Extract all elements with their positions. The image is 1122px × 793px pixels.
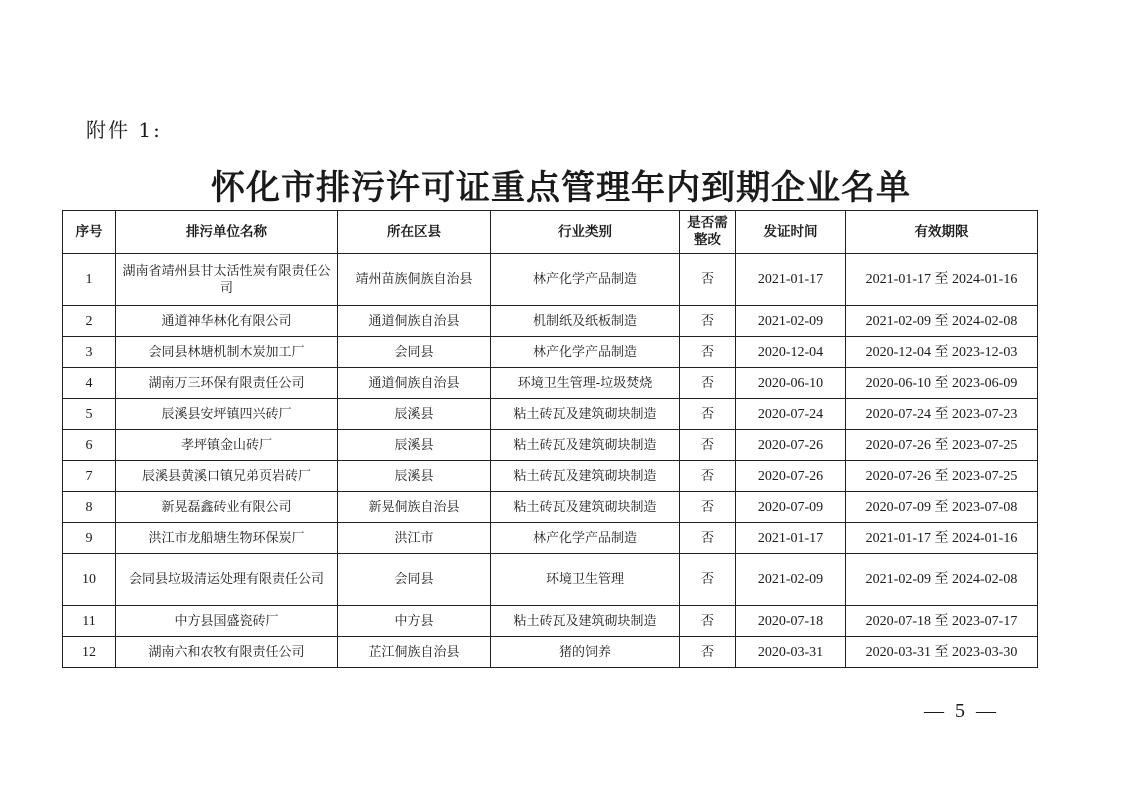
cell-district: 洪江市 bbox=[338, 523, 491, 554]
cell-issue-date: 2020-07-26 bbox=[736, 430, 846, 461]
cell-district: 会同县 bbox=[338, 554, 491, 606]
cell-industry: 粘土砖瓦及建筑砌块制造 bbox=[491, 461, 680, 492]
cell-rectify: 否 bbox=[680, 492, 736, 523]
cell-industry: 环境卫生管理-垃圾焚烧 bbox=[491, 368, 680, 399]
cell-seq: 10 bbox=[63, 554, 116, 606]
cell-validity: 2021-01-17 至 2024-01-16 bbox=[846, 254, 1038, 306]
table-row bbox=[63, 637, 1038, 668]
cell-validity: 2020-03-31 至 2023-03-30 bbox=[846, 637, 1038, 668]
cell-seq: 9 bbox=[63, 523, 116, 554]
cell-issue-date: 2021-01-17 bbox=[736, 523, 846, 554]
header-seq: 序号 bbox=[63, 211, 116, 254]
table-row bbox=[63, 523, 1038, 554]
table-row bbox=[63, 606, 1038, 637]
cell-validity: 2020-12-04 至 2023-12-03 bbox=[846, 337, 1038, 368]
cell-rectify: 否 bbox=[680, 254, 736, 306]
cell-district: 通道侗族自治县 bbox=[338, 368, 491, 399]
cell-district: 辰溪县 bbox=[338, 430, 491, 461]
cell-seq: 6 bbox=[63, 430, 116, 461]
cell-industry: 机制纸及纸板制造 bbox=[491, 306, 680, 337]
cell-issue-date: 2020-06-10 bbox=[736, 368, 846, 399]
header-rectify-line1: 是否需 bbox=[687, 215, 728, 231]
cell-rectify: 否 bbox=[680, 637, 736, 668]
cell-industry: 粘土砖瓦及建筑砌块制造 bbox=[491, 399, 680, 430]
cell-issue-date: 2020-07-18 bbox=[736, 606, 846, 637]
cell-district: 中方县 bbox=[338, 606, 491, 637]
cell-rectify: 否 bbox=[680, 306, 736, 337]
table-row bbox=[63, 337, 1038, 368]
table-row bbox=[63, 254, 1038, 306]
cell-validity: 2021-01-17 至 2024-01-16 bbox=[846, 523, 1038, 554]
cell-issue-date: 2021-02-09 bbox=[736, 554, 846, 606]
attachment-label: 附件 1: bbox=[86, 118, 162, 142]
cell-issue-date: 2021-02-09 bbox=[736, 306, 846, 337]
cell-unit: 中方县国盛瓷砖厂 bbox=[116, 606, 338, 637]
header-unit: 排污单位名称 bbox=[116, 211, 338, 254]
cell-issue-date: 2021-01-17 bbox=[736, 254, 846, 306]
cell-district: 通道侗族自治县 bbox=[338, 306, 491, 337]
cell-industry: 粘土砖瓦及建筑砌块制造 bbox=[491, 430, 680, 461]
table-row bbox=[63, 430, 1038, 461]
cell-rectify: 否 bbox=[680, 430, 736, 461]
cell-district: 新晃侗族自治县 bbox=[338, 492, 491, 523]
table-row bbox=[63, 399, 1038, 430]
cell-industry: 粘土砖瓦及建筑砌块制造 bbox=[491, 492, 680, 523]
table-row bbox=[63, 492, 1038, 523]
table-row bbox=[63, 368, 1038, 399]
cell-unit: 会同县垃圾清运处理有限责任公司 bbox=[116, 554, 338, 606]
cell-industry: 猪的饲养 bbox=[491, 637, 680, 668]
enterprise-table bbox=[62, 210, 1038, 668]
header-validity: 有效期限 bbox=[846, 211, 1038, 254]
cell-district: 辰溪县 bbox=[338, 461, 491, 492]
table-row bbox=[63, 306, 1038, 337]
cell-rectify: 否 bbox=[680, 399, 736, 430]
cell-unit: 湖南省靖州县甘太活性炭有限责任公司 bbox=[116, 254, 338, 306]
cell-industry: 粘土砖瓦及建筑砌块制造 bbox=[491, 606, 680, 637]
cell-validity: 2020-07-18 至 2023-07-17 bbox=[846, 606, 1038, 637]
cell-seq: 11 bbox=[63, 606, 116, 637]
cell-seq: 12 bbox=[63, 637, 116, 668]
cell-seq: 2 bbox=[63, 306, 116, 337]
cell-seq: 3 bbox=[63, 337, 116, 368]
cell-industry: 林产化学产品制造 bbox=[491, 254, 680, 306]
cell-unit: 会同县林塘机制木炭加工厂 bbox=[116, 337, 338, 368]
cell-rectify: 否 bbox=[680, 368, 736, 399]
cell-issue-date: 2020-07-09 bbox=[736, 492, 846, 523]
cell-seq: 8 bbox=[63, 492, 116, 523]
cell-validity: 2021-02-09 至 2024-02-08 bbox=[846, 306, 1038, 337]
cell-district: 会同县 bbox=[338, 337, 491, 368]
cell-unit: 湖南万三环保有限责任公司 bbox=[116, 368, 338, 399]
cell-seq: 4 bbox=[63, 368, 116, 399]
cell-rectify: 否 bbox=[680, 606, 736, 637]
cell-seq: 1 bbox=[63, 254, 116, 306]
cell-validity: 2020-07-26 至 2023-07-25 bbox=[846, 430, 1038, 461]
cell-rectify: 否 bbox=[680, 337, 736, 368]
header-industry: 行业类别 bbox=[491, 211, 680, 254]
cell-rectify: 否 bbox=[680, 461, 736, 492]
cell-unit: 湖南六和农牧有限责任公司 bbox=[116, 637, 338, 668]
table-header-row bbox=[63, 211, 1038, 254]
cell-unit: 洪江市龙船塘生物环保炭厂 bbox=[116, 523, 338, 554]
cell-industry: 林产化学产品制造 bbox=[491, 337, 680, 368]
cell-unit: 新晃磊鑫砖业有限公司 bbox=[116, 492, 338, 523]
cell-district: 靖州苗族侗族自治县 bbox=[338, 254, 491, 306]
header-rectify bbox=[680, 211, 736, 254]
header-district: 所在区县 bbox=[338, 211, 491, 254]
cell-validity: 2020-07-24 至 2023-07-23 bbox=[846, 399, 1038, 430]
cell-issue-date: 2020-07-24 bbox=[736, 399, 846, 430]
header-issue-date: 发证时间 bbox=[736, 211, 846, 254]
cell-seq: 7 bbox=[63, 461, 116, 492]
cell-rectify: 否 bbox=[680, 554, 736, 606]
page-title: 怀化市排污许可证重点管理年内到期企业名单 bbox=[211, 168, 911, 208]
table-row bbox=[63, 461, 1038, 492]
header-rectify-line2: 整改 bbox=[694, 232, 721, 248]
cell-validity: 2020-07-09 至 2023-07-08 bbox=[846, 492, 1038, 523]
cell-seq: 5 bbox=[63, 399, 116, 430]
cell-unit: 通道神华林化有限公司 bbox=[116, 306, 338, 337]
cell-issue-date: 2020-07-26 bbox=[736, 461, 846, 492]
table-row bbox=[63, 554, 1038, 606]
page-number: — 5 — bbox=[924, 700, 999, 722]
cell-unit: 孝坪镇金山砖厂 bbox=[116, 430, 338, 461]
cell-district: 芷江侗族自治县 bbox=[338, 637, 491, 668]
cell-issue-date: 2020-12-04 bbox=[736, 337, 846, 368]
cell-unit: 辰溪县安坪镇四兴砖厂 bbox=[116, 399, 338, 430]
cell-industry: 林产化学产品制造 bbox=[491, 523, 680, 554]
cell-issue-date: 2020-03-31 bbox=[736, 637, 846, 668]
cell-validity: 2020-07-26 至 2023-07-25 bbox=[846, 461, 1038, 492]
cell-unit: 辰溪县黄溪口镇兄弟页岩砖厂 bbox=[116, 461, 338, 492]
cell-validity: 2020-06-10 至 2023-06-09 bbox=[846, 368, 1038, 399]
cell-industry: 环境卫生管理 bbox=[491, 554, 680, 606]
cell-district: 辰溪县 bbox=[338, 399, 491, 430]
cell-rectify: 否 bbox=[680, 523, 736, 554]
cell-validity: 2021-02-09 至 2024-02-08 bbox=[846, 554, 1038, 606]
